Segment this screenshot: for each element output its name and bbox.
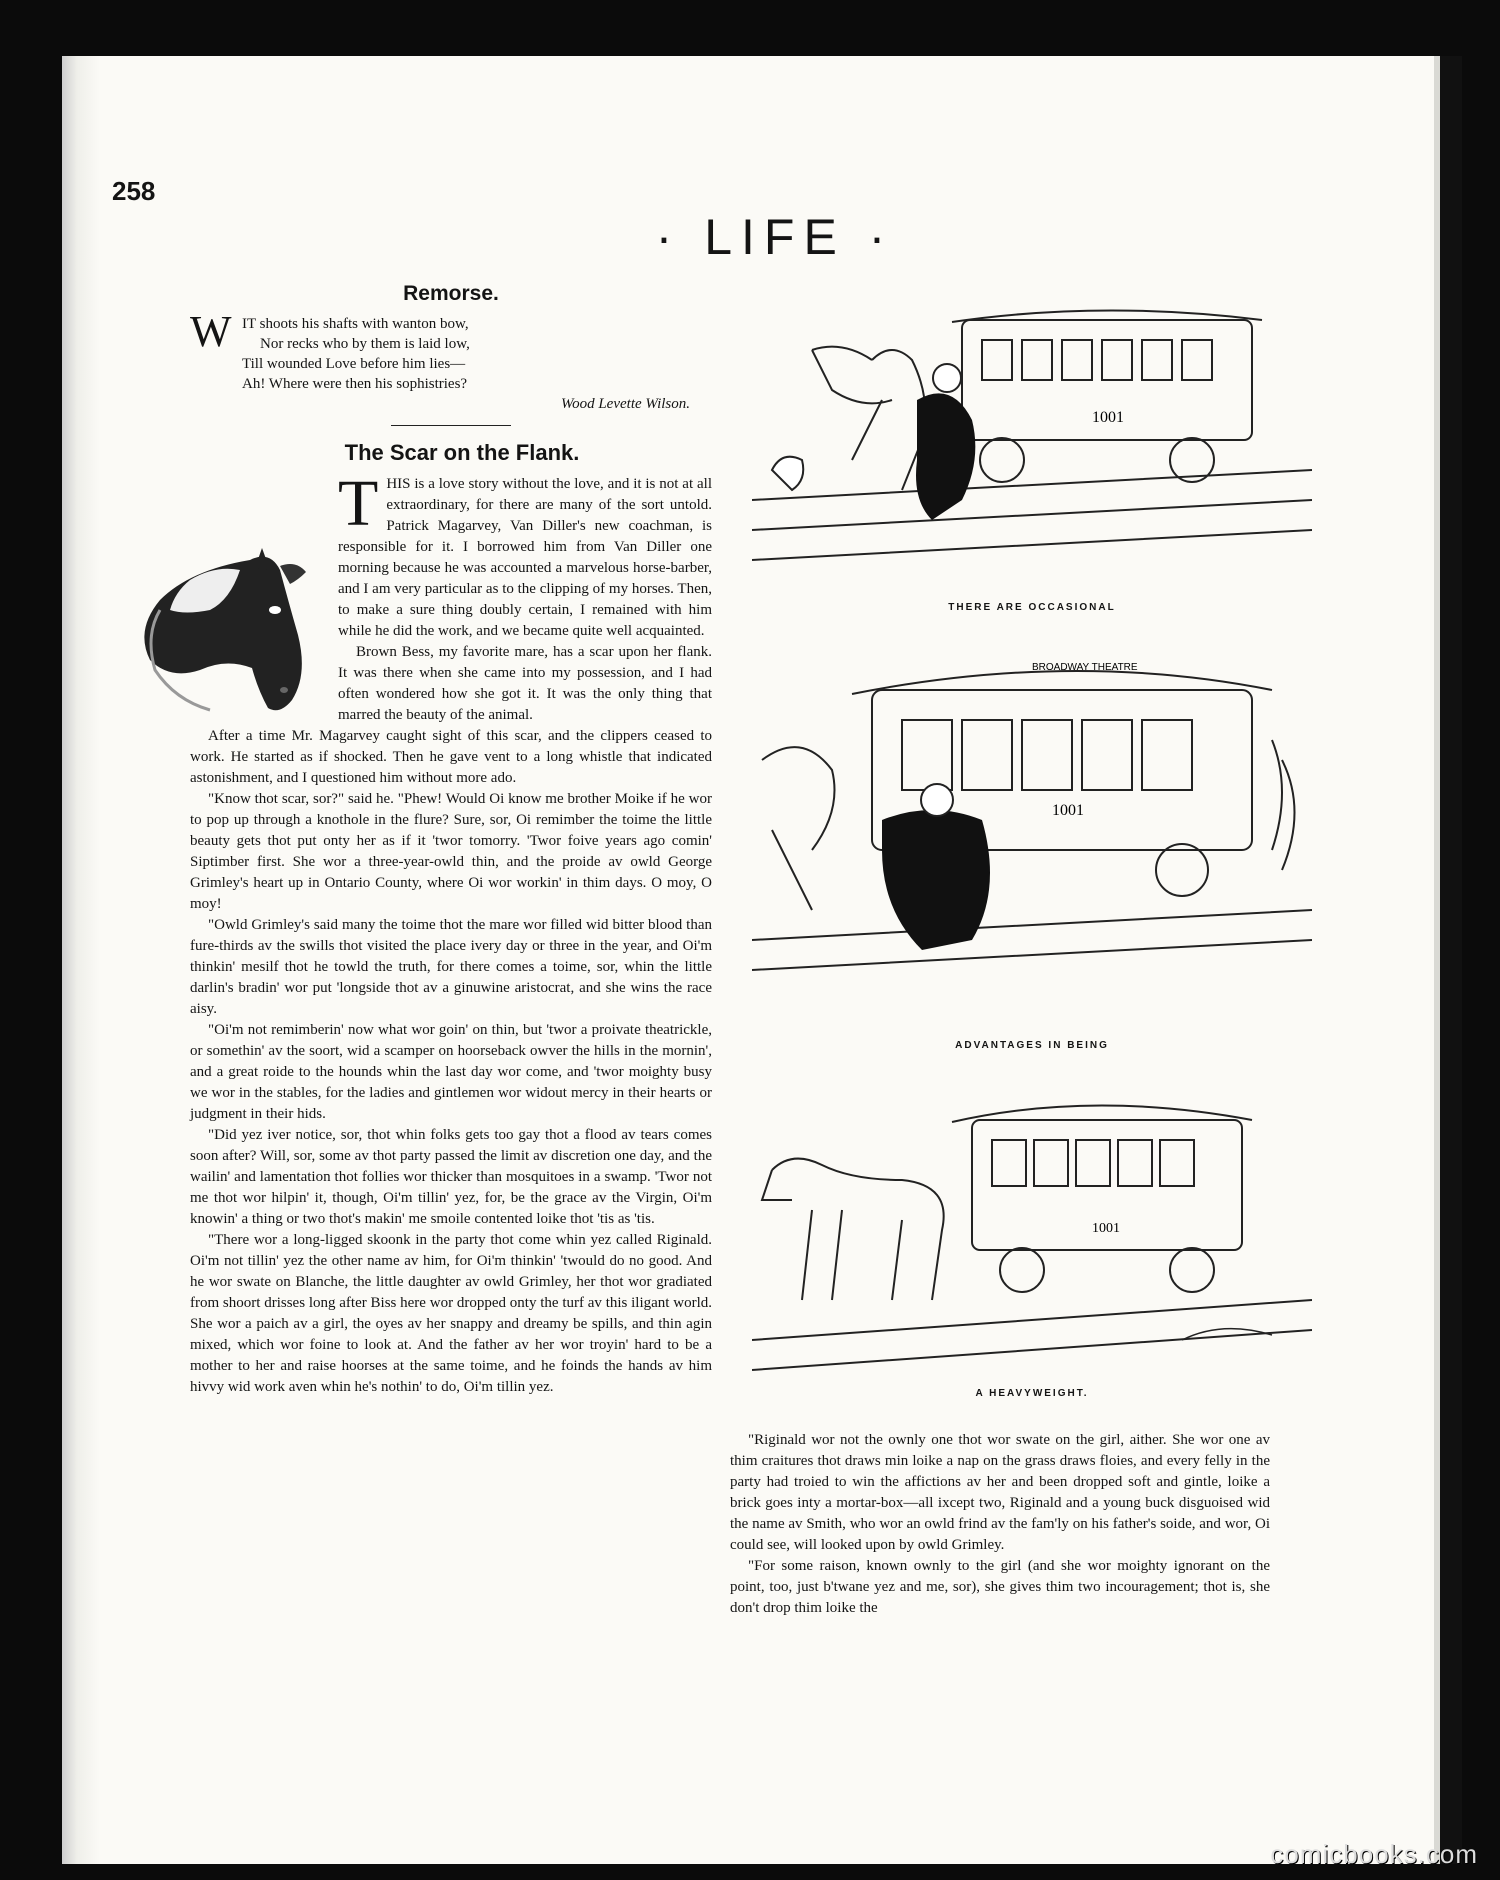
story-paragraph: "Oi'm not remimberin' now what wor goin' on thin, but 'twor a proivate theatrickle, or somethin' av the soort, wid a scamper on hoorseback owver the hills in the mornin', and a great roide to the hounds whin the last day wor come, and 'twor moighty busy we wor in the stables, for the ladies and gintlemen wor widout mercy in their hearts or judgment in their hids. [190,1022,712,1122]
car-sign: BROADWAY THEATRE [1032,662,1138,673]
cartoon-caption: THERE ARE OCCASIONAL [948,602,1116,613]
poem-line: IT shoots his shafts with wanton bow, [242,316,469,332]
streetcar-cartoon-2 [752,650,1312,990]
story-paragraph: "Know thot scar, sor?" said he. "Phew! Would Oi know me brother Moike if he wor to pop up through a knothole in the flure? Sure, sor, Oi remimber the toime the little beauty gets thot put onty her as if it 'twor tomorry. 'Twor foive years ago comin' Siptimber first. She wor a three-year-owld thin, and the proide av owld George Grimley's heart up in Ontario County, where Oi wor workin' in thim days. O moy, O moy! [190,791,712,912]
poem [190,307,712,394]
cartoon-caption: ADVANTAGES IN BEING [955,1040,1109,1051]
page-fold [1440,56,1462,1864]
poem-author: Wood Levette Wilson. [560,396,690,412]
wrapped-text [338,467,712,726]
story-paragraph: "Riginald wor not the ownly one thot wor swate on the girl, aither. She wor one av thim craitures thot draws min loike a nap on the grass draws floies, and every felly in the party had troied to win the affictions av her and been dropped soft and gintle, loike a brick goes inty a mortar-box—all ixcept two, Riginald and a young buck disguoised wid the name av Smith, who wor an owld frind av the fam'ly on his father's soide, and wor, Oi could see, will looked upon by owld Grimley. [730,1432,1270,1553]
page-number: 258 [112,176,156,206]
cartoon-caption: A HEAVYWEIGHT. [975,1388,1089,1399]
page-gutter [62,56,100,1864]
masthead: · LIFE · [655,209,895,265]
section-divider [391,425,511,426]
poem-line: Till wounded Love before him lies— [242,356,466,372]
story-paragraph [338,467,712,642]
car-number: 1001 [1052,802,1084,819]
streetcar-cartoon-3 [752,1090,1312,1380]
story-paragraph: "Did yez iver notice, sor, thot whin folks gets too gay thot a flood av tears comes soon after? Will, sor, some av thot party passed the limit av discretion one day, and the wailin' and lamentation thot follies wor thicker than mosquitoes in a swamp. 'Twor not me thot wor hilpin' it, though, Oi'm tillin' yez, for, be the grace av the Virgin, Oi'm knowin' a thing or two thot's makin' me smoile contented loike thot 'tis as 'tis. [190,1127,712,1227]
car-number: 1001 [1092,409,1124,426]
story-paragraph: "Owld Grimley's said many the toime thot the mare wor filled wid bitter blood than fure-thirds av the swills thot visited the place ivery day or three in the year, and Oi'm thinkin' mesilf thot he towld the truth, for there comes a toime, sor, whin the little darlin's bradin' wor put 'longside thot av a ginuwine aristocrat, and she wins the race aisy. [190,917,712,1017]
story-title: The Scar on the Flank. [344,440,580,465]
watermark: comicbooks.com [1270,1839,1478,1869]
poem-line: Nor recks who by them is laid low, [260,336,470,352]
story-paragraph: "There wor a long-ligged skoonk in the party thot come whin yez called Riginald. Oi'm not tillin' yez the other name av him, for Oi'm thinkin' 'twould do no good. And he wor swate on Blanche, the little daughter av owld Grimley, her thot wor gradiated from shoort drisses long after Biss here wor dropped onty the turf av this iligant world. She wor a paich av a girl, the oyes av her snappy and dreamy be spills, and thin agin mixed, which wor foine to look at. And the father av her wor troyin' hard to be a mother to her and raise hoorses at the same toime, and he foinds the hands av him hivvy wid work aven whin he's nothin' to do, Oi'm tillin yez. [190,1232,712,1395]
poem-title: Remorse. [403,282,499,305]
story-dropcap: T [338,467,379,540]
story-paragraph-text: HIS is a love story without the love, and it is not at all extraordinary, for there are many of the sort untold. Patrick Magarvey, Van Diller's new coachman, is responsible for it. I borrowed him from Van Diller one morning because he was accounted a marvelous horse-barber, and I am very particular as to the clipping of my horses. Then, to make a sure thing doubly certain, I remained with him while he did the work, and we became quite well acquainted. [338,476,712,639]
poem-dropcap: W [190,307,232,356]
story-paragraph: Brown Bess, my favorite mare, has a scar upon her flank. It was there when she came into my possession, and I had often wondered how she got it. It was the only thing that marred the beauty of the animal. [338,644,712,723]
left-column [190,282,712,1398]
story-paragraph: "For some raison, known ownly to the girl (and she wor moighty ignorant on the point, too, just b'twane yez and me, sor), she gives thim two incouragement; thot is, she don't drop thim loike the [730,1558,1270,1616]
streetcar-cartoon-1 [752,300,1312,570]
car-number: 1001 [1092,1221,1120,1236]
poem-line: Ah! Where were then his sophistries? [242,376,468,392]
right-column [730,1430,1270,1619]
story-paragraph: After a time Mr. Magarvey caught sight of this scar, and the clippers ceased to work. He started as if shocked. Then he gave vent to a long whistle that indicated astonishment, and I questioned him without more ado. [190,728,712,786]
